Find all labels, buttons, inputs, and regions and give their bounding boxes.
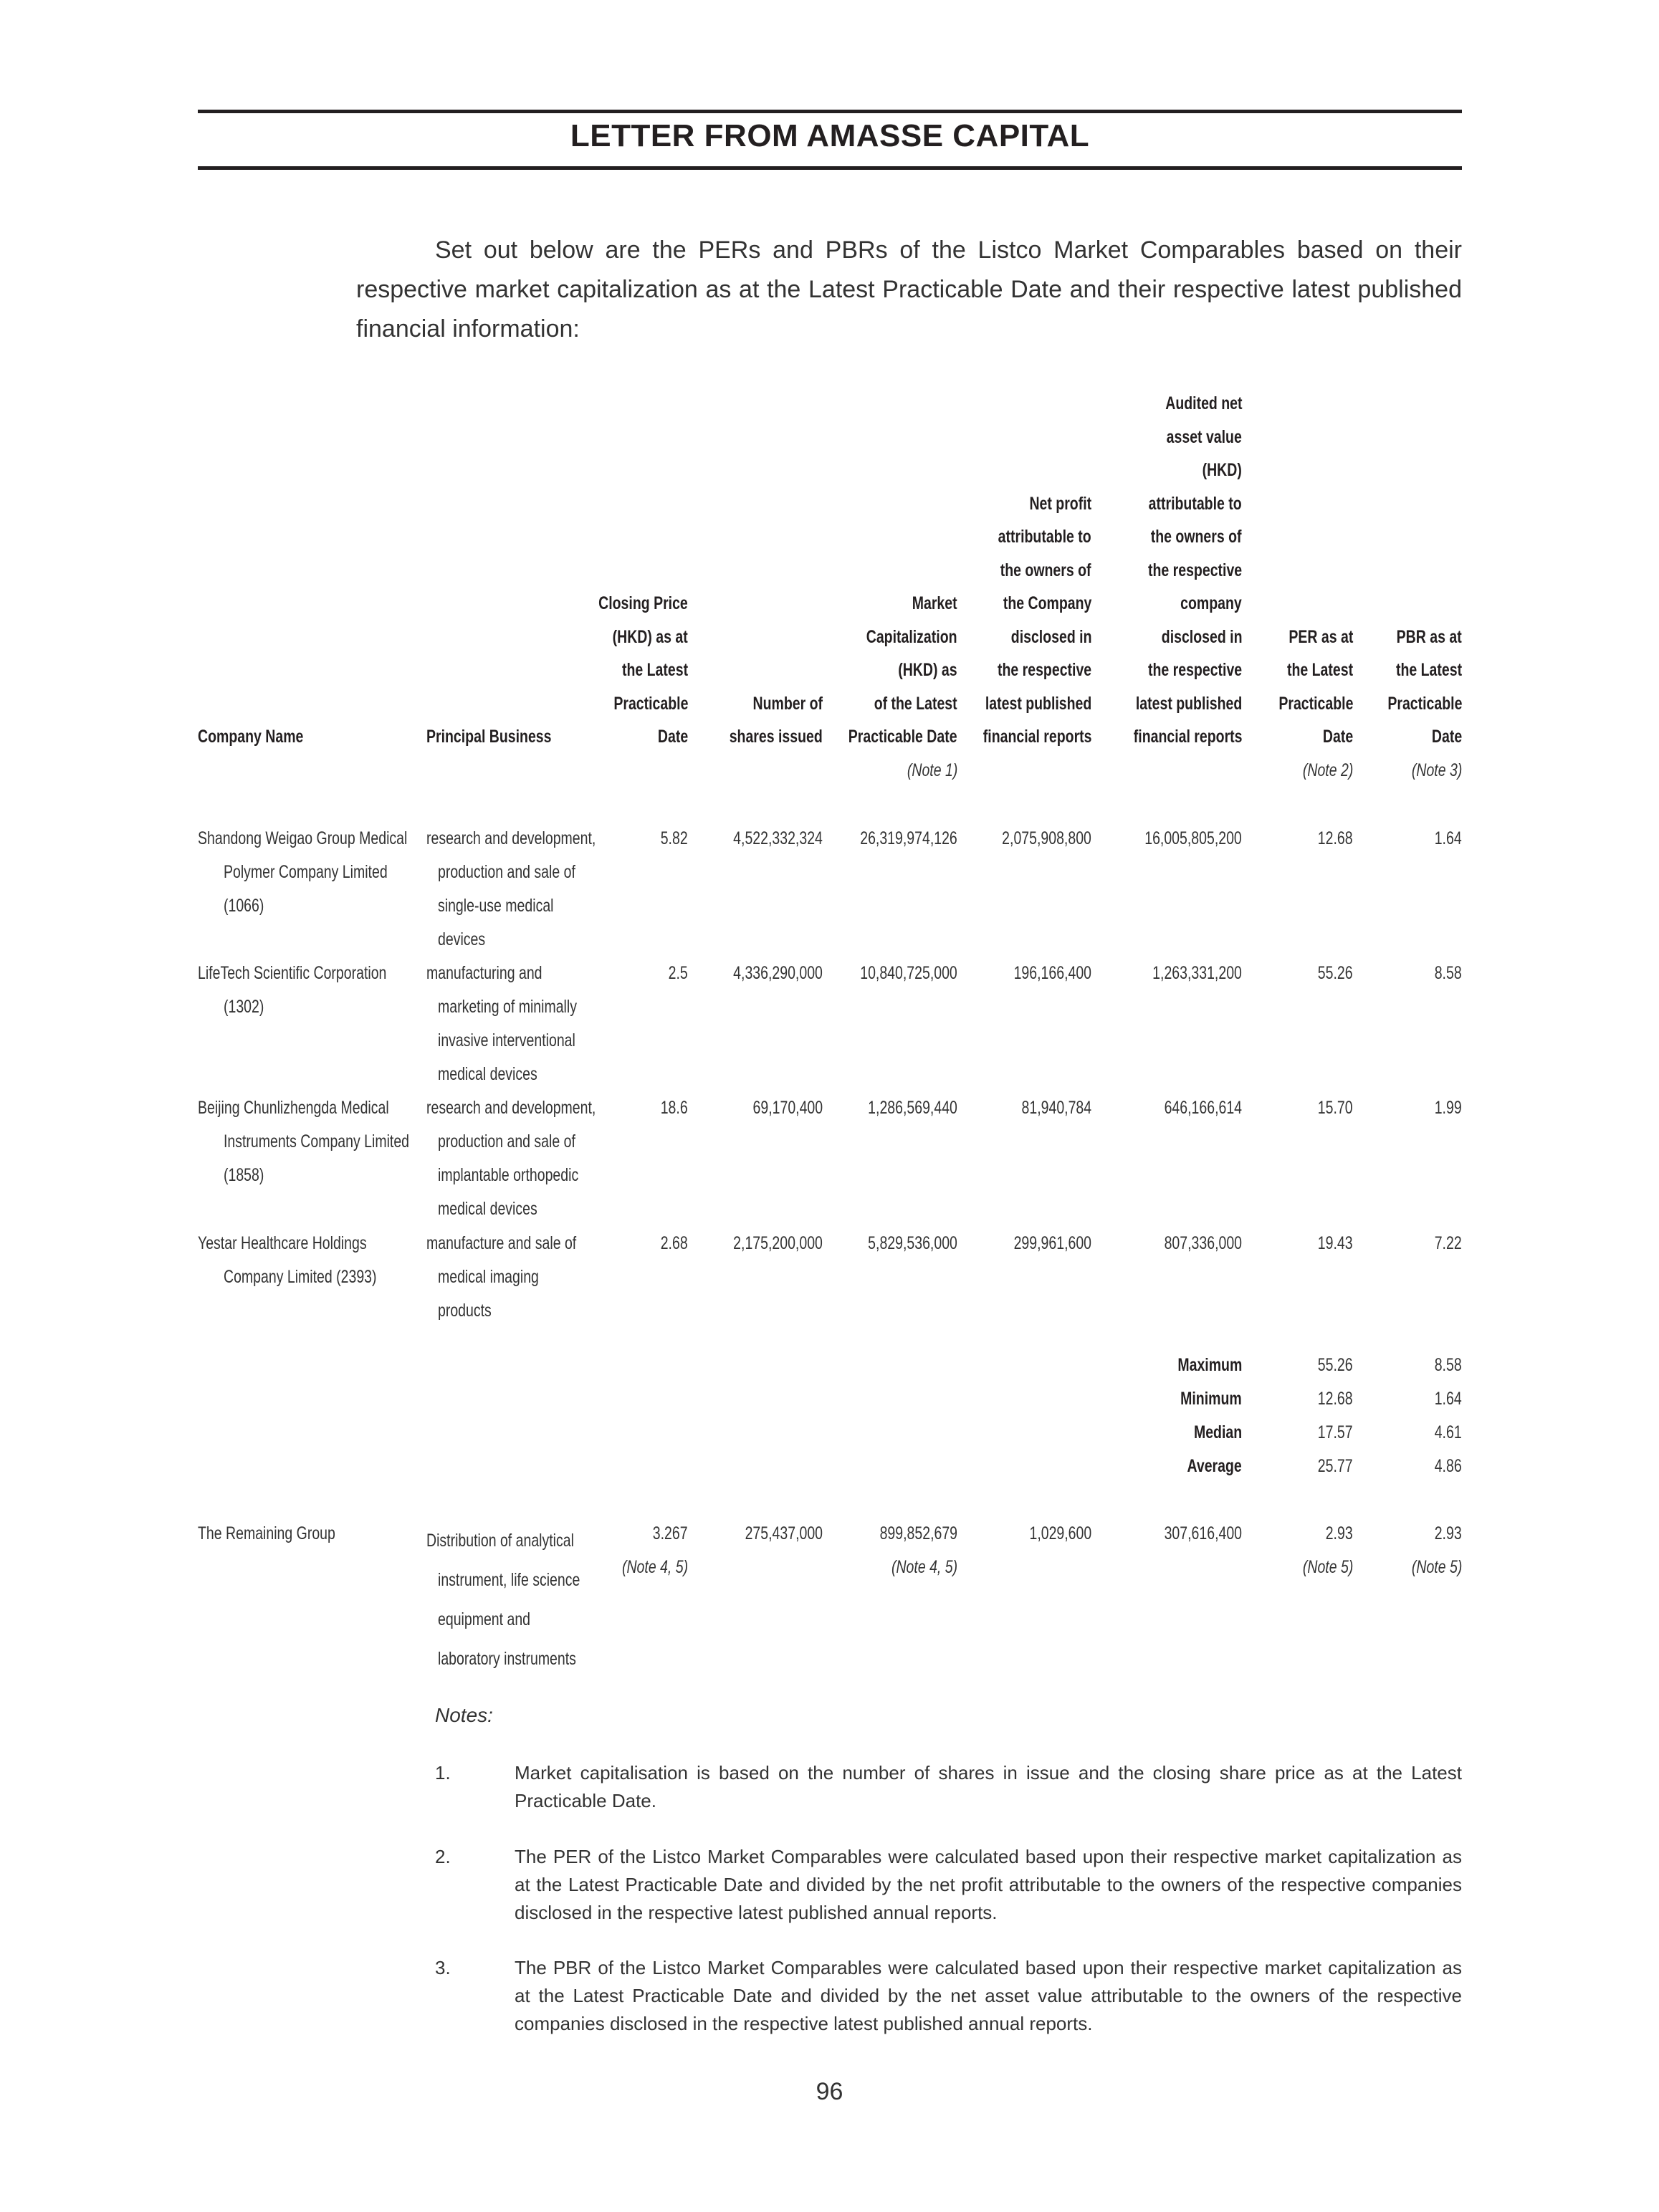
cell-per: 19.43 (1318, 1233, 1353, 1253)
note-item (435, 1843, 1462, 1927)
cell-net-profit: 299,961,600 (1013, 1233, 1091, 1253)
header-net-profit: financial reports (983, 727, 1091, 747)
cell-per: 55.26 (1318, 963, 1353, 983)
cell-market-cap: 1,286,569,440 (868, 1098, 957, 1118)
header-net-profit: the respective (997, 660, 1091, 680)
header-audited-nav: attributable to (1148, 493, 1242, 514)
remaining-note-closing-price: (Note 4, 5) (621, 1557, 688, 1577)
principal-business-line: medical devices (438, 1199, 537, 1219)
company-name-line: (1066) (224, 896, 264, 916)
header-per: the Latest (1286, 660, 1353, 680)
header-pbr: Practicable (1387, 693, 1462, 714)
principal-business-line: medical devices (438, 1064, 537, 1084)
header-shares-issued: shares issued (729, 727, 823, 747)
header-pbr: the Latest (1395, 660, 1462, 680)
company-name-line: Instruments Company Limited (224, 1131, 410, 1152)
remaining-note-per: (Note 5) (1302, 1557, 1353, 1577)
header-market-cap: Capitalization (866, 626, 957, 647)
principal-business-line: products (438, 1301, 492, 1321)
stat-pbr: 4.61 (1435, 1422, 1462, 1442)
cell-market-cap: 10,840,725,000 (860, 963, 957, 983)
principal-business-line: marketing of minimally (438, 997, 577, 1017)
header-audited-nav: (HKD) (1202, 460, 1242, 480)
header-net-profit: latest published (985, 693, 1091, 714)
remaining-note-pbr: (Note 5) (1411, 1557, 1462, 1577)
cell-audited-nav: 807,336,000 (1164, 1233, 1242, 1253)
header-net-profit: the Company (1003, 593, 1091, 613)
cell-shares-issued: 4,522,332,324 (733, 828, 823, 848)
remaining-shares-issued: 275,437,000 (745, 1523, 823, 1543)
remaining-company-name: The Remaining Group (198, 1523, 335, 1543)
cell-net-profit: 81,940,784 (1021, 1098, 1091, 1118)
header-note-market-cap: (Note 1) (907, 760, 957, 780)
header-shares-issued: Number of (752, 693, 823, 714)
stat-pbr: 4.86 (1435, 1456, 1462, 1476)
intro-text: Set out below are the PERs and PBRs of the Listco Market Comparables based on their respective market capitalization as at the Latest Practicable Date and their respective latest published financial information: (356, 236, 1462, 343)
header-closing-price: (HKD) as at (612, 626, 688, 647)
header-per: Date (1322, 727, 1353, 747)
cell-audited-nav: 1,263,331,200 (1152, 963, 1242, 983)
header-closing-price: the Latest (621, 660, 688, 680)
stat-per: 25.77 (1318, 1456, 1353, 1476)
company-name-line: (1302) (224, 997, 264, 1017)
remaining-note-market-cap: (Note 4, 5) (891, 1557, 957, 1577)
header-market-cap: of the Latest (874, 693, 957, 714)
remaining-business-line: Distribution of analytical (426, 1531, 574, 1551)
cell-closing-price: 2.5 (668, 963, 688, 983)
header-market-cap: Market (912, 593, 957, 613)
header-audited-nav: latest published (1135, 693, 1242, 714)
principal-business-line: manufacture and sale of (426, 1233, 577, 1253)
company-name-line: Polymer Company Limited (224, 862, 388, 882)
remaining-per: 2.93 (1326, 1523, 1353, 1543)
page-number: 96 (816, 2078, 843, 2105)
stat-label: Minimum (1180, 1389, 1242, 1409)
header-closing-price: Practicable (613, 693, 688, 714)
cell-closing-price: 18.6 (661, 1098, 688, 1118)
cell-audited-nav: 16,005,805,200 (1144, 828, 1242, 848)
stat-per: 55.26 (1318, 1355, 1353, 1375)
header-closing-price: Date (657, 727, 688, 747)
cell-closing-price: 2.68 (661, 1233, 688, 1253)
header-net-profit: the owners of (1000, 560, 1091, 580)
remaining-business-line: equipment and (438, 1609, 531, 1629)
header-market-cap: Practicable Date (848, 727, 957, 747)
cell-pbr: 1.64 (1435, 828, 1462, 848)
company-name-line: Shandong Weigao Group Medical (198, 828, 408, 848)
cell-closing-price: 5.82 (661, 828, 688, 848)
principal-business-line: production and sale of (438, 1131, 575, 1152)
remaining-closing-price: 3.267 (653, 1523, 688, 1543)
principal-business-line: research and development, (426, 1098, 596, 1118)
principal-business-line: invasive interventional (438, 1030, 575, 1050)
header-per: PER as at (1289, 626, 1353, 647)
header-audited-nav: the respective (1147, 660, 1242, 680)
cell-pbr: 8.58 (1435, 963, 1462, 983)
note-text: The PER of the Listco Market Comparables were calculated based upon their respective market capitalization as at the Latest Practicable Date and divided by the net profit attributable to the owners of the respective companies disclosed in the respective latest published annual reports. (515, 1846, 1462, 1923)
principal-business-line: medical imaging (438, 1267, 539, 1287)
cell-per: 12.68 (1318, 828, 1353, 848)
cell-shares-issued: 2,175,200,000 (733, 1233, 823, 1253)
cell-net-profit: 196,166,400 (1013, 963, 1091, 983)
cell-market-cap: 5,829,536,000 (868, 1233, 957, 1253)
principal-business-line: single-use medical (438, 896, 554, 916)
remaining-business-line: instrument, life science (438, 1570, 580, 1590)
note-number: 1. (435, 1762, 451, 1784)
header-net-profit: Net profit (1029, 493, 1091, 514)
stat-label: Average (1187, 1456, 1242, 1476)
header-audited-nav: asset value (1166, 426, 1242, 447)
header-company-name: Company Name (198, 727, 304, 747)
header-net-profit: disclosed in (1010, 626, 1091, 647)
stat-label: Median (1193, 1422, 1242, 1442)
header-per: Practicable (1278, 693, 1353, 714)
remaining-market-cap: 899,852,679 (879, 1523, 957, 1543)
principal-business-line: devices (438, 929, 486, 949)
note-text: The PBR of the Listco Market Comparables were calculated based upon their respective market capitalization as at the Latest Practicable Date and divided by the net asset value attributable to the owners of the respective companies disclosed in the respective latest published annual reports. (515, 1957, 1462, 2034)
header-principal-business: Principal Business (426, 727, 552, 747)
cell-audited-nav: 646,166,614 (1164, 1098, 1242, 1118)
stat-per: 12.68 (1318, 1389, 1353, 1409)
remaining-pbr: 2.93 (1435, 1523, 1462, 1543)
cell-per: 15.70 (1318, 1098, 1353, 1118)
company-name-line: Yestar Healthcare Holdings (198, 1233, 367, 1253)
company-name-line: (1858) (224, 1165, 264, 1185)
stat-pbr: 1.64 (1435, 1389, 1462, 1409)
cell-market-cap: 26,319,974,126 (860, 828, 957, 848)
cell-pbr: 7.22 (1435, 1233, 1462, 1253)
company-name-line: LifeTech Scientific Corporation (198, 963, 387, 983)
remaining-business-line: laboratory instruments (438, 1649, 576, 1669)
header-note-pbr: (Note 3) (1411, 760, 1462, 780)
note-item (435, 1954, 1462, 2038)
cell-pbr: 1.99 (1435, 1098, 1462, 1118)
intro-paragraph (356, 231, 1462, 349)
header-note-per: (Note 2) (1302, 760, 1353, 780)
cell-shares-issued: 4,336,290,000 (733, 963, 823, 983)
header-audited-nav: Audited net (1165, 393, 1242, 413)
header-audited-nav: the respective (1147, 560, 1242, 580)
principal-business-line: research and development, (426, 828, 596, 848)
notes-label: Notes: (435, 1704, 493, 1726)
header-net-profit: attributable to (998, 527, 1091, 547)
remaining-audited-nav: 307,616,400 (1164, 1523, 1242, 1543)
principal-business-line: manufacturing and (426, 963, 542, 983)
header-pbr: PBR as at (1396, 626, 1462, 647)
note-number: 3. (435, 1957, 451, 1978)
header-closing-price: Closing Price (598, 593, 688, 613)
header-audited-nav: the owners of (1151, 527, 1242, 547)
principal-business-line: production and sale of (438, 862, 575, 882)
company-name-line: Company Limited (2393) (224, 1267, 377, 1287)
stat-pbr: 8.58 (1435, 1355, 1462, 1375)
company-name-line: Beijing Chunlizhengda Medical (198, 1098, 389, 1118)
cell-shares-issued: 69,170,400 (752, 1098, 823, 1118)
header-pbr: Date (1431, 727, 1462, 747)
stat-per: 17.57 (1318, 1422, 1353, 1442)
header-audited-nav: disclosed in (1161, 626, 1242, 647)
header-market-cap: (HKD) as (898, 660, 957, 680)
note-item (435, 1759, 1462, 1815)
header-audited-nav: company (1180, 593, 1242, 613)
page-title: LETTER FROM AMASSE CAPITAL (570, 118, 1090, 153)
header-bottom-rule (198, 166, 1462, 170)
note-text: Market capitalisation is based on the number of shares in issue and the closing share price as at the Latest Practicable Date. (515, 1762, 1462, 1811)
remaining-net-profit: 1,029,600 (1029, 1523, 1091, 1543)
stat-label: Maximum (1177, 1355, 1242, 1375)
note-number: 2. (435, 1846, 451, 1867)
principal-business-line: implantable orthopedic (438, 1165, 579, 1185)
cell-net-profit: 2,075,908,800 (1002, 828, 1091, 848)
header-audited-nav: financial reports (1133, 727, 1242, 747)
header-top-rule (198, 110, 1462, 113)
